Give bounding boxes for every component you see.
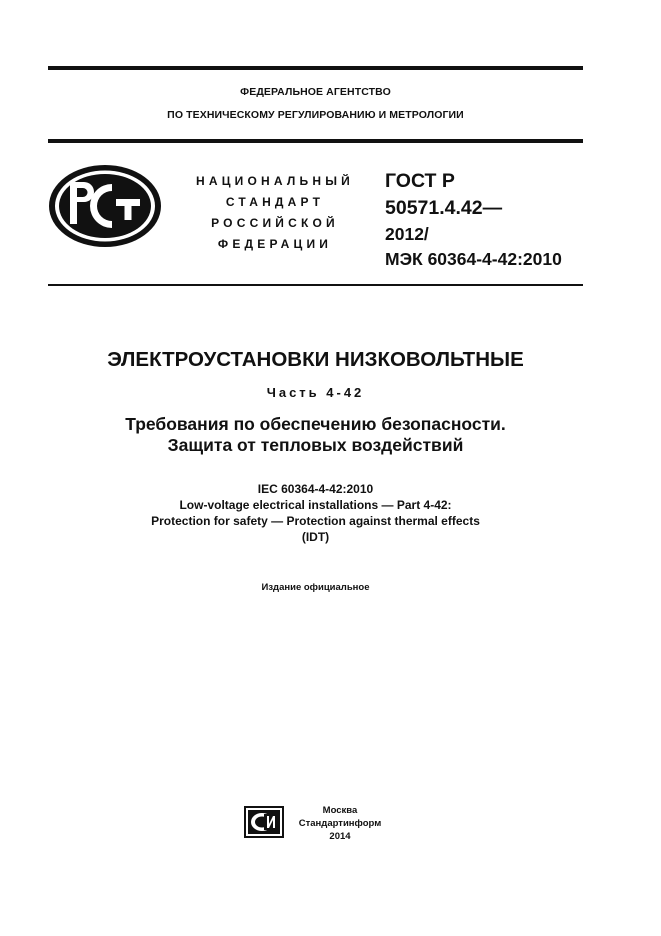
gost-line-2: 50571.4.42— [385, 197, 503, 219]
gost-line-3: 2012/ [385, 224, 429, 244]
agency-line-1: ФЕДЕРАЛЬНОЕ АГЕНТСТВО [240, 86, 391, 98]
block-rule [48, 284, 583, 286]
gost-line-1: ГОСТ Р [385, 170, 455, 192]
national-line-4: ФЕДЕРАЦИИ [217, 237, 333, 251]
national-standard-label [180, 171, 370, 255]
iec-line-2: Low-voltage electrical installations — Part 4-42: [179, 498, 452, 512]
national-line-2: СТАНДАРТ [225, 195, 325, 209]
subtitle-line-2: Защита от тепловых воздействий [167, 435, 464, 455]
national-line-1: НАЦИОНАЛЬНЫЙ [195, 174, 355, 188]
iec-reference [48, 481, 583, 545]
iec-line-1: IEC 60364-4-42:2010 [257, 482, 374, 496]
national-line-3: РОССИЙСКОЙ [211, 216, 339, 230]
subtitle-line-1: Требования по обеспечению безопасности. [125, 414, 506, 434]
document-part: Часть 4-42 [266, 385, 365, 400]
top-rule [48, 66, 583, 70]
document-subtitle [48, 414, 583, 456]
publisher-info [290, 804, 390, 843]
header-rule [48, 139, 583, 143]
edition-label: Издание официальное [261, 582, 370, 593]
agency-line-2: ПО ТЕХНИЧЕСКОМУ РЕГУЛИРОВАНИЮ И МЕТРОЛОГИИ [167, 109, 464, 121]
gost-line-4: МЭК 60364-4-42:2010 [385, 249, 562, 269]
publisher-city: Москва [322, 805, 358, 816]
gost-designation [385, 168, 585, 272]
publisher-name: Стандартинформ [298, 818, 382, 829]
standartinform-logo-icon [244, 806, 284, 838]
iec-line-3: Protection for safety — Protection against thermal effects [151, 514, 480, 528]
gost-r-emblem-icon [46, 162, 164, 250]
iec-line-4: (IDT) [301, 530, 330, 544]
publisher-year: 2014 [329, 831, 351, 842]
document-title: ЭЛЕКТРОУСТАНОВКИ НИЗКОВОЛЬТНЫЕ [107, 348, 524, 371]
